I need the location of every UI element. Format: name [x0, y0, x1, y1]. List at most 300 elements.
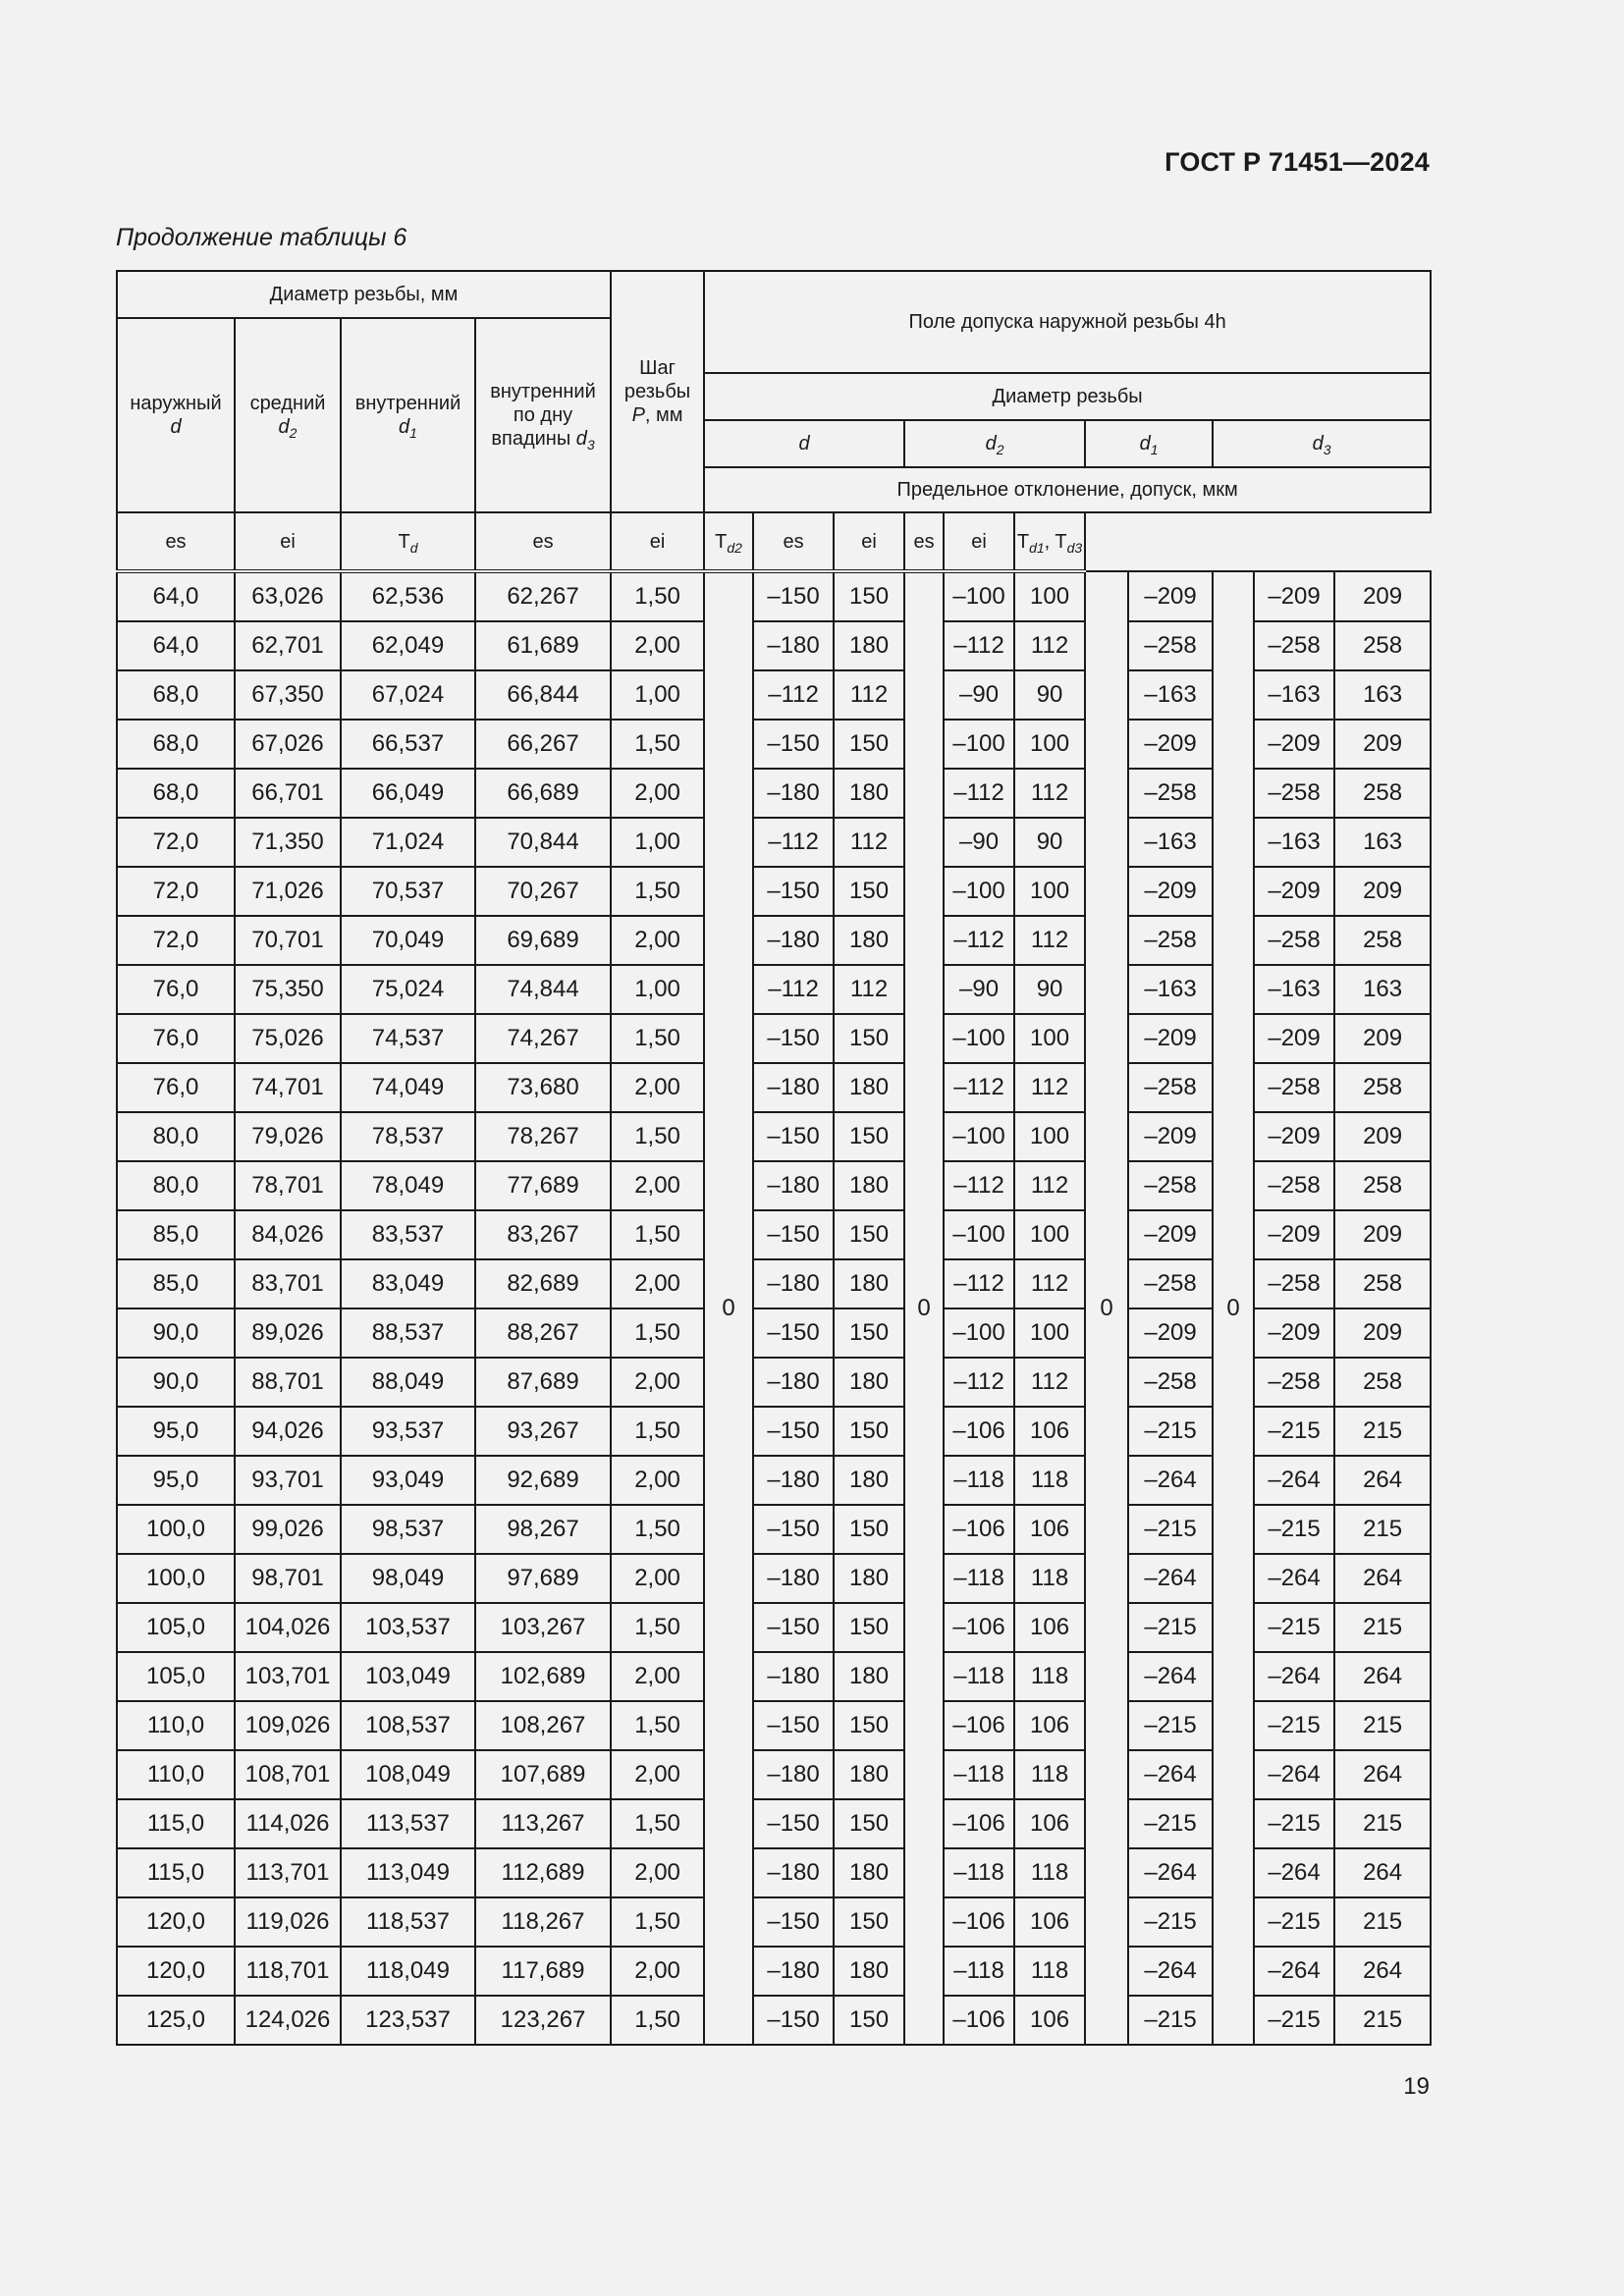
cell-T-d: 150: [834, 571, 904, 621]
cell-outer-d: 68,0: [117, 720, 235, 769]
cell-outer-d: 90,0: [117, 1358, 235, 1407]
cell-T-d1-d3: 258: [1334, 1259, 1431, 1308]
cell-ei-d2: –106: [944, 1799, 1014, 1848]
cell-T-d1-d3: 215: [1334, 1603, 1431, 1652]
cell-ei-d: –180: [753, 1554, 834, 1603]
cell-mid-d2: 88,701: [235, 1358, 341, 1407]
cell-T-d1-d3: 209: [1334, 571, 1431, 621]
cell-T-d2: 100: [1014, 1014, 1085, 1063]
cell-pitch: 2,00: [611, 1358, 704, 1407]
header-root-diameter: внутренний по дну впадины $d_3$: [475, 318, 611, 512]
cell-T-d2: 118: [1014, 1456, 1085, 1505]
cell-ei-d: –150: [753, 1897, 834, 1947]
cell-T-d2: 118: [1014, 1750, 1085, 1799]
cell-ei-d2: –112: [944, 1161, 1014, 1210]
cell-ei-d: –150: [753, 1701, 834, 1750]
cell-root-d3: 117,689: [475, 1947, 611, 1996]
cell-inner-d1: 103,537: [341, 1603, 475, 1652]
cell-outer-d: 105,0: [117, 1652, 235, 1701]
cell-pitch: 1,50: [611, 1407, 704, 1456]
cell-pitch: 1,50: [611, 1505, 704, 1554]
table-row: [117, 571, 1431, 621]
cell-T-d2: 106: [1014, 1799, 1085, 1848]
cell-pitch: 2,00: [611, 916, 704, 965]
cell-T-d2: 118: [1014, 1848, 1085, 1897]
cell-T-d: 180: [834, 1750, 904, 1799]
cell-ei-d: –180: [753, 1456, 834, 1505]
cell-T-d2: 100: [1014, 1112, 1085, 1161]
cell-T-d2: 100: [1014, 720, 1085, 769]
cell-inner-d1: 67,024: [341, 670, 475, 720]
cell-ei-d2: –106: [944, 1996, 1014, 2045]
cell-ei-d1: –258: [1128, 1063, 1213, 1112]
cell-ei-d: –180: [753, 1259, 834, 1308]
cell-outer-d: 100,0: [117, 1554, 235, 1603]
cell-T-d2: 90: [1014, 818, 1085, 867]
cell-outer-d: 120,0: [117, 1947, 235, 1996]
cell-T-d1-d3: 209: [1334, 720, 1431, 769]
thread-tolerance-table: [116, 270, 1432, 2046]
cell-ei-d1: –215: [1128, 1897, 1213, 1947]
cell-ei-d3: –209: [1254, 1308, 1334, 1358]
cell-mid-d2: 104,026: [235, 1603, 341, 1652]
cell-pitch: 2,00: [611, 1456, 704, 1505]
cell-ei-d: –112: [753, 670, 834, 720]
cell-outer-d: 68,0: [117, 769, 235, 818]
page-number: 19: [1403, 2073, 1430, 2100]
cell-pitch: 2,00: [611, 1750, 704, 1799]
cell-ei-d: –150: [753, 1407, 834, 1456]
cell-ei-d: –180: [753, 621, 834, 670]
cell-ei-d: –150: [753, 867, 834, 916]
cell-T-d1-d3: 264: [1334, 1554, 1431, 1603]
cell-mid-d2: 75,350: [235, 965, 341, 1014]
header-es-d: es: [117, 512, 235, 571]
cell-inner-d1: 70,537: [341, 867, 475, 916]
cell-root-d3: 123,267: [475, 1996, 611, 2045]
cell-T-d2: 118: [1014, 1947, 1085, 1996]
cell-pitch: 1,50: [611, 1308, 704, 1358]
cell-T-d2: 112: [1014, 1063, 1085, 1112]
cell-ei-d1: –215: [1128, 1701, 1213, 1750]
cell-T-d: 180: [834, 916, 904, 965]
cell-ei-d1: –215: [1128, 1603, 1213, 1652]
cell-outer-d: 76,0: [117, 1063, 235, 1112]
cell-mid-d2: 78,701: [235, 1161, 341, 1210]
cell-outer-d: 76,0: [117, 1014, 235, 1063]
cell-T-d: 150: [834, 720, 904, 769]
cell-ei-d1: –209: [1128, 1112, 1213, 1161]
cell-mid-d2: 83,701: [235, 1259, 341, 1308]
cell-ei-d3: –163: [1254, 670, 1334, 720]
cell-inner-d1: 66,537: [341, 720, 475, 769]
cell-ei-d: –150: [753, 1014, 834, 1063]
cell-ei-d2: –118: [944, 1554, 1014, 1603]
cell-root-d3: 69,689: [475, 916, 611, 965]
header-ei-d3: ei: [944, 512, 1014, 571]
cell-inner-d1: 118,049: [341, 1947, 475, 1996]
cell-T-d: 112: [834, 818, 904, 867]
cell-mid-d2: 109,026: [235, 1701, 341, 1750]
cell-ei-d2: –90: [944, 670, 1014, 720]
cell-pitch: 2,00: [611, 1161, 704, 1210]
cell-inner-d1: 78,537: [341, 1112, 475, 1161]
cell-ei-d: –180: [753, 1358, 834, 1407]
cell-T-d2: 100: [1014, 1210, 1085, 1259]
cell-ei-d2: –118: [944, 1456, 1014, 1505]
cell-ei-d: –112: [753, 965, 834, 1014]
cell-outer-d: 80,0: [117, 1112, 235, 1161]
cell-ei-d3: –264: [1254, 1652, 1334, 1701]
cell-T-d2: 112: [1014, 1161, 1085, 1210]
header-ei-d1: ei: [834, 512, 904, 571]
cell-T-d1-d3: 209: [1334, 1308, 1431, 1358]
cell-inner-d1: 62,049: [341, 621, 475, 670]
header-sym-d3: $d_3$: [1213, 420, 1431, 467]
cell-ei-d1: –215: [1128, 1799, 1213, 1848]
cell-ei-d2: –118: [944, 1750, 1014, 1799]
cell-ei-d3: –264: [1254, 1947, 1334, 1996]
cell-ei-d3: –264: [1254, 1750, 1334, 1799]
cell-T-d1-d3: 258: [1334, 1063, 1431, 1112]
cell-ei-d: –150: [753, 1308, 834, 1358]
cell-pitch: 1,50: [611, 1897, 704, 1947]
cell-ei-d: –180: [753, 1652, 834, 1701]
cell-mid-d2: 74,701: [235, 1063, 341, 1112]
cell-pitch: 2,00: [611, 1947, 704, 1996]
cell-inner-d1: 98,537: [341, 1505, 475, 1554]
cell-T-d: 180: [834, 1063, 904, 1112]
cell-outer-d: 115,0: [117, 1799, 235, 1848]
cell-ei-d: –180: [753, 1947, 834, 1996]
cell-root-d3: 112,689: [475, 1848, 611, 1897]
cell-ei-d3: –264: [1254, 1554, 1334, 1603]
cell-mid-d2: 66,701: [235, 769, 341, 818]
document-code: ГОСТ Р 71451—2024: [1164, 147, 1430, 177]
cell-root-d3: 118,267: [475, 1897, 611, 1947]
cell-T-d1-d3: 209: [1334, 1210, 1431, 1259]
cell-root-d3: 88,267: [475, 1308, 611, 1358]
header-diameter-sub: Диаметр резьбы: [704, 373, 1431, 420]
cell-root-d3: 102,689: [475, 1652, 611, 1701]
cell-outer-d: 64,0: [117, 571, 235, 621]
cell-ei-d1: –258: [1128, 621, 1213, 670]
cell-ei-d1: –163: [1128, 670, 1213, 720]
cell-ei-d3: –209: [1254, 867, 1334, 916]
cell-ei-d1: –264: [1128, 1848, 1213, 1897]
header-thread-diameter: Диаметр резьбы, мм: [117, 271, 611, 318]
cell-root-d3: 92,689: [475, 1456, 611, 1505]
cell-root-d3: 66,689: [475, 769, 611, 818]
header-T-d1-d3: $T_{d1}$, $T_{d3}$: [1014, 512, 1085, 571]
header-tolerance-field: Поле допуска наружной резьбы 4h: [704, 271, 1431, 373]
cell-T-d1-d3: 264: [1334, 1947, 1431, 1996]
cell-T-d1-d3: 258: [1334, 1161, 1431, 1210]
cell-T-d1-d3: 258: [1334, 769, 1431, 818]
cell-mid-d2: 98,701: [235, 1554, 341, 1603]
cell-T-d1-d3: 264: [1334, 1750, 1431, 1799]
cell-pitch: 1,50: [611, 1996, 704, 2045]
cell-T-d1-d3: 264: [1334, 1456, 1431, 1505]
cell-root-d3: 70,844: [475, 818, 611, 867]
cell-T-d: 150: [834, 1308, 904, 1358]
cell-mid-d2: 62,701: [235, 621, 341, 670]
cell-mid-d2: 113,701: [235, 1848, 341, 1897]
cell-ei-d2: –118: [944, 1848, 1014, 1897]
cell-T-d: 180: [834, 1259, 904, 1308]
cell-outer-d: 95,0: [117, 1456, 235, 1505]
cell-T-d2: 90: [1014, 965, 1085, 1014]
cell-es-d2: 0: [904, 571, 944, 2045]
cell-pitch: 1,50: [611, 867, 704, 916]
cell-es-d1: 0: [1085, 571, 1128, 2045]
cell-T-d2: 100: [1014, 1308, 1085, 1358]
cell-ei-d2: –112: [944, 621, 1014, 670]
cell-root-d3: 61,689: [475, 621, 611, 670]
header-outer-diameter: наружный d: [117, 318, 235, 512]
cell-inner-d1: 66,049: [341, 769, 475, 818]
cell-outer-d: 110,0: [117, 1701, 235, 1750]
cell-T-d1-d3: 209: [1334, 1014, 1431, 1063]
cell-ei-d1: –209: [1128, 1308, 1213, 1358]
cell-mid-d2: 124,026: [235, 1996, 341, 2045]
cell-root-d3: 107,689: [475, 1750, 611, 1799]
cell-root-d3: 98,267: [475, 1505, 611, 1554]
cell-mid-d2: 71,350: [235, 818, 341, 867]
cell-T-d: 180: [834, 1456, 904, 1505]
cell-T-d: 150: [834, 1407, 904, 1456]
cell-ei-d3: –258: [1254, 1358, 1334, 1407]
cell-root-d3: 77,689: [475, 1161, 611, 1210]
cell-inner-d1: 93,537: [341, 1407, 475, 1456]
cell-ei-d1: –258: [1128, 769, 1213, 818]
cell-T-d1-d3: 258: [1334, 1358, 1431, 1407]
cell-T-d1-d3: 209: [1334, 1112, 1431, 1161]
cell-outer-d: 110,0: [117, 1750, 235, 1799]
cell-ei-d3: –258: [1254, 1063, 1334, 1112]
cell-inner-d1: 78,049: [341, 1161, 475, 1210]
cell-mid-d2: 118,701: [235, 1947, 341, 1996]
cell-T-d: 180: [834, 621, 904, 670]
cell-ei-d3: –163: [1254, 818, 1334, 867]
cell-ei-d3: –215: [1254, 1799, 1334, 1848]
cell-ei-d3: –215: [1254, 1505, 1334, 1554]
cell-ei-d3: –163: [1254, 965, 1334, 1014]
cell-T-d2: 118: [1014, 1554, 1085, 1603]
cell-ei-d2: –90: [944, 818, 1014, 867]
cell-inner-d1: 103,049: [341, 1652, 475, 1701]
cell-ei-d1: –258: [1128, 1161, 1213, 1210]
header-T-d: $T_d$: [341, 512, 475, 571]
cell-inner-d1: 113,049: [341, 1848, 475, 1897]
cell-pitch: 1,50: [611, 1603, 704, 1652]
cell-T-d1-d3: 258: [1334, 916, 1431, 965]
cell-inner-d1: 123,537: [341, 1996, 475, 2045]
cell-ei-d3: –215: [1254, 1701, 1334, 1750]
cell-root-d3: 73,680: [475, 1063, 611, 1112]
cell-root-d3: 62,267: [475, 571, 611, 621]
cell-T-d2: 106: [1014, 1603, 1085, 1652]
cell-T-d: 150: [834, 1897, 904, 1947]
table-caption: Продолжение таблицы 6: [116, 224, 407, 251]
cell-ei-d: –180: [753, 1750, 834, 1799]
cell-inner-d1: 75,024: [341, 965, 475, 1014]
cell-root-d3: 82,689: [475, 1259, 611, 1308]
cell-T-d: 150: [834, 867, 904, 916]
cell-outer-d: 100,0: [117, 1505, 235, 1554]
cell-outer-d: 76,0: [117, 965, 235, 1014]
cell-outer-d: 68,0: [117, 670, 235, 720]
cell-pitch: 1,00: [611, 818, 704, 867]
cell-ei-d: –180: [753, 916, 834, 965]
cell-inner-d1: 113,537: [341, 1799, 475, 1848]
cell-T-d1-d3: 264: [1334, 1848, 1431, 1897]
header-es-d2: es: [475, 512, 611, 571]
cell-T-d: 180: [834, 1652, 904, 1701]
cell-T-d1-d3: 215: [1334, 1701, 1431, 1750]
cell-ei-d3: –215: [1254, 1603, 1334, 1652]
cell-outer-d: 120,0: [117, 1897, 235, 1947]
cell-ei-d: –150: [753, 1799, 834, 1848]
cell-ei-d1: –215: [1128, 1505, 1213, 1554]
cell-mid-d2: 79,026: [235, 1112, 341, 1161]
cell-ei-d3: –209: [1254, 1014, 1334, 1063]
cell-ei-d: –150: [753, 1112, 834, 1161]
cell-ei-d1: –258: [1128, 1358, 1213, 1407]
cell-mid-d2: 119,026: [235, 1897, 341, 1947]
cell-pitch: 2,00: [611, 1652, 704, 1701]
cell-ei-d1: –209: [1128, 1014, 1213, 1063]
cell-T-d1-d3: 258: [1334, 621, 1431, 670]
cell-ei-d2: –106: [944, 1897, 1014, 1947]
cell-T-d2: 106: [1014, 1701, 1085, 1750]
cell-pitch: 1,50: [611, 571, 704, 621]
cell-ei-d: –112: [753, 818, 834, 867]
cell-inner-d1: 74,049: [341, 1063, 475, 1112]
cell-root-d3: 74,844: [475, 965, 611, 1014]
cell-outer-d: 115,0: [117, 1848, 235, 1897]
cell-T-d2: 112: [1014, 916, 1085, 965]
cell-ei-d2: –90: [944, 965, 1014, 1014]
cell-ei-d1: –264: [1128, 1652, 1213, 1701]
cell-T-d2: 118: [1014, 1652, 1085, 1701]
cell-inner-d1: 108,537: [341, 1701, 475, 1750]
cell-root-d3: 87,689: [475, 1358, 611, 1407]
cell-ei-d2: –106: [944, 1603, 1014, 1652]
cell-ei-d3: –215: [1254, 1897, 1334, 1947]
cell-T-d1-d3: 215: [1334, 1799, 1431, 1848]
cell-T-d1-d3: 264: [1334, 1652, 1431, 1701]
cell-T-d: 180: [834, 1358, 904, 1407]
cell-T-d: 150: [834, 1603, 904, 1652]
cell-T-d: 150: [834, 1505, 904, 1554]
cell-T-d1-d3: 215: [1334, 1996, 1431, 2045]
cell-es-d: 0: [704, 571, 753, 2045]
cell-ei-d2: –100: [944, 1112, 1014, 1161]
header-sym-d1: $d_1$: [1085, 420, 1213, 467]
cell-outer-d: 85,0: [117, 1210, 235, 1259]
cell-ei-d2: –100: [944, 1210, 1014, 1259]
cell-pitch: 1,50: [611, 1014, 704, 1063]
cell-outer-d: 72,0: [117, 916, 235, 965]
cell-ei-d2: –112: [944, 769, 1014, 818]
cell-ei-d3: –258: [1254, 621, 1334, 670]
cell-T-d2: 106: [1014, 1407, 1085, 1456]
cell-es-d3: 0: [1213, 571, 1254, 2045]
cell-mid-d2: 114,026: [235, 1799, 341, 1848]
cell-root-d3: 70,267: [475, 867, 611, 916]
cell-root-d3: 66,844: [475, 670, 611, 720]
cell-ei-d1: –215: [1128, 1996, 1213, 2045]
cell-pitch: 2,00: [611, 1259, 704, 1308]
cell-outer-d: 90,0: [117, 1308, 235, 1358]
cell-pitch: 2,00: [611, 769, 704, 818]
cell-mid-d2: 71,026: [235, 867, 341, 916]
cell-mid-d2: 89,026: [235, 1308, 341, 1358]
cell-T-d2: 112: [1014, 621, 1085, 670]
cell-T-d1-d3: 163: [1334, 670, 1431, 720]
cell-ei-d2: –118: [944, 1947, 1014, 1996]
cell-inner-d1: 62,536: [341, 571, 475, 621]
cell-mid-d2: 93,701: [235, 1456, 341, 1505]
cell-pitch: 1,50: [611, 720, 704, 769]
cell-ei-d: –150: [753, 1210, 834, 1259]
cell-inner-d1: 74,537: [341, 1014, 475, 1063]
cell-ei-d1: –209: [1128, 1210, 1213, 1259]
cell-ei-d: –180: [753, 1848, 834, 1897]
cell-mid-d2: 94,026: [235, 1407, 341, 1456]
cell-T-d: 150: [834, 1799, 904, 1848]
cell-T-d1-d3: 215: [1334, 1407, 1431, 1456]
cell-outer-d: 80,0: [117, 1161, 235, 1210]
header-inner-diameter: внутренний $d_1$: [341, 318, 475, 512]
cell-T-d1-d3: 215: [1334, 1897, 1431, 1947]
cell-T-d: 150: [834, 1210, 904, 1259]
cell-ei-d3: –209: [1254, 720, 1334, 769]
cell-ei-d2: –100: [944, 1308, 1014, 1358]
cell-pitch: 2,00: [611, 1848, 704, 1897]
cell-T-d: 180: [834, 769, 904, 818]
cell-T-d2: 100: [1014, 867, 1085, 916]
cell-ei-d1: –264: [1128, 1750, 1213, 1799]
cell-pitch: 1,50: [611, 1799, 704, 1848]
cell-ei-d3: –209: [1254, 1210, 1334, 1259]
cell-ei-d3: –209: [1254, 1112, 1334, 1161]
header-ei-d: ei: [235, 512, 341, 571]
cell-inner-d1: 83,049: [341, 1259, 475, 1308]
cell-pitch: 1,50: [611, 1701, 704, 1750]
cell-T-d: 180: [834, 1554, 904, 1603]
cell-ei-d2: –100: [944, 1014, 1014, 1063]
cell-pitch: 2,00: [611, 1554, 704, 1603]
table-body: [117, 571, 1431, 2045]
cell-mid-d2: 99,026: [235, 1505, 341, 1554]
cell-inner-d1: 70,049: [341, 916, 475, 965]
cell-T-d2: 112: [1014, 1259, 1085, 1308]
cell-ei-d1: –258: [1128, 1259, 1213, 1308]
cell-ei-d1: –163: [1128, 965, 1213, 1014]
cell-T-d1-d3: 163: [1334, 965, 1431, 1014]
cell-T-d: 150: [834, 1014, 904, 1063]
cell-root-d3: 113,267: [475, 1799, 611, 1848]
cell-ei-d1: –215: [1128, 1407, 1213, 1456]
cell-T-d: 112: [834, 670, 904, 720]
cell-pitch: 1,00: [611, 965, 704, 1014]
cell-ei-d2: –106: [944, 1407, 1014, 1456]
cell-ei-d2: –112: [944, 916, 1014, 965]
cell-pitch: 1,00: [611, 670, 704, 720]
cell-ei-d3: –264: [1254, 1456, 1334, 1505]
